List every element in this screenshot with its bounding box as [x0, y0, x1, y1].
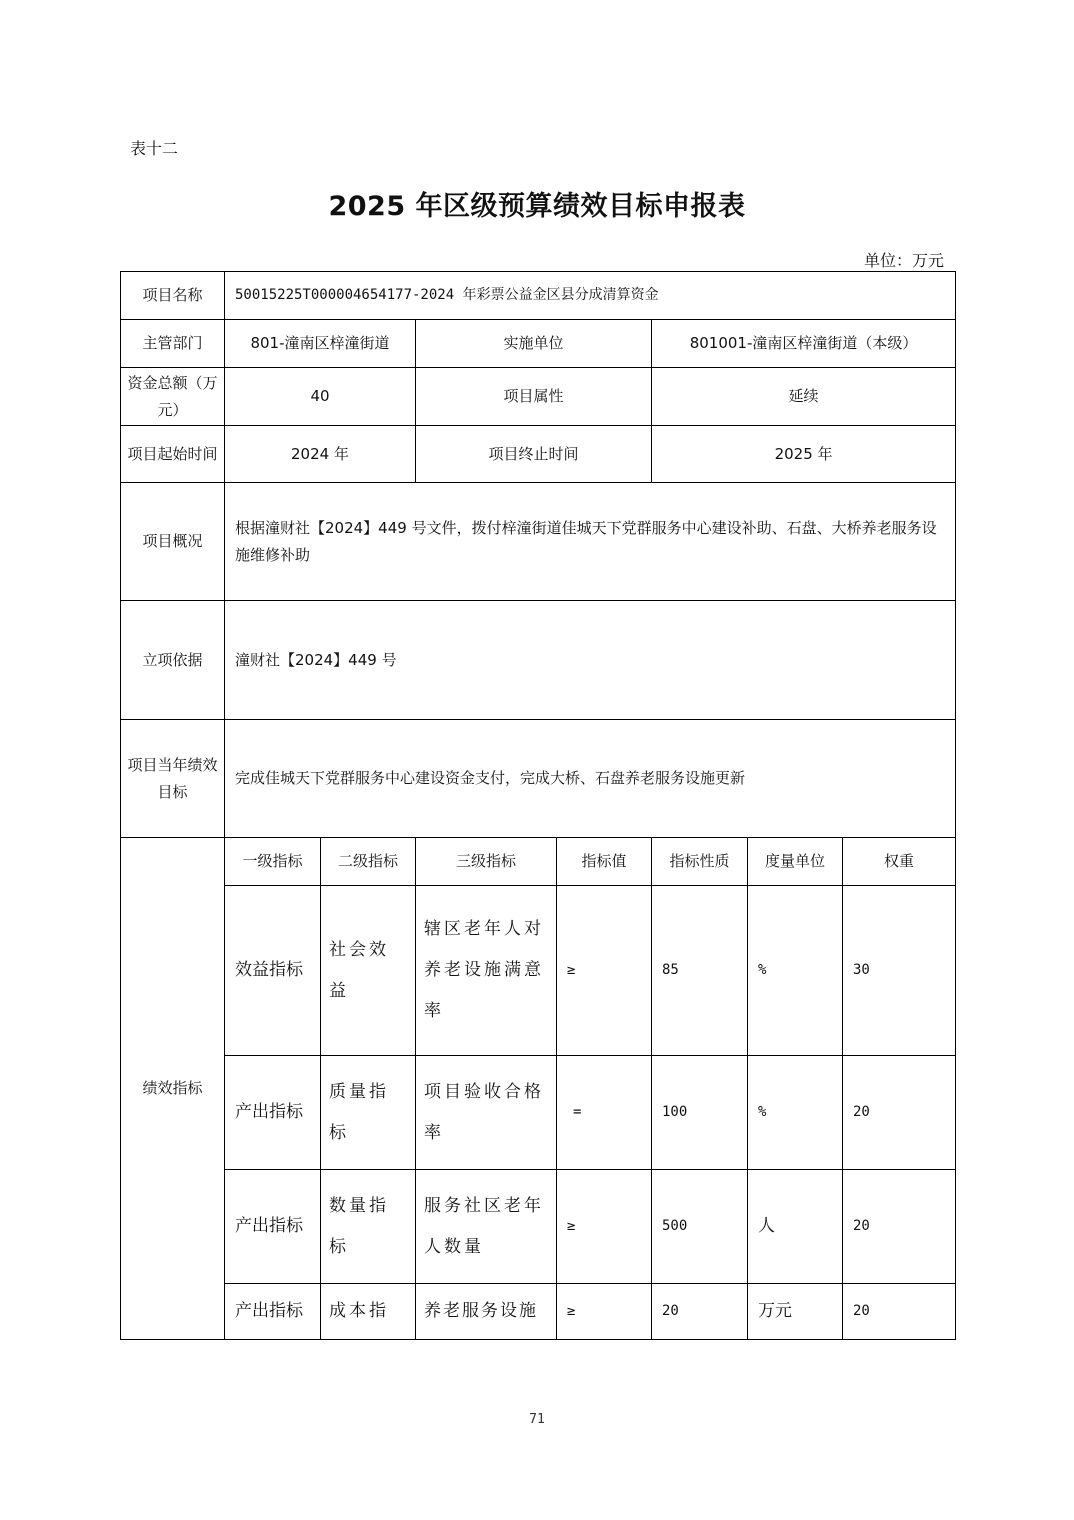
indicator-operator: ≥	[557, 886, 652, 1056]
indicator-unit: 万元	[748, 1284, 843, 1340]
basis-label: 立项依据	[121, 601, 225, 720]
row-basis	[121, 601, 956, 720]
overview-value: 根据潼财社【2024】449 号文件，拨付梓潼街道佳城天下党群服务中心建设补助、石盘、大桥养老服务设施维修补助	[225, 483, 956, 601]
indicator-l2: 质量指标	[321, 1056, 416, 1170]
funds-value: 40	[225, 368, 416, 426]
indicator-weight: 20	[843, 1170, 956, 1284]
end-label: 项目终止时间	[416, 426, 652, 483]
row-goal	[121, 720, 956, 838]
header-cell: 三级指标	[416, 838, 557, 886]
start-label: 项目起始时间	[121, 426, 225, 483]
indicator-weight: 20	[843, 1284, 956, 1340]
indicator-value: 85	[652, 886, 748, 1056]
goal-label: 项目当年绩效目标	[121, 720, 225, 838]
start-value: 2024 年	[225, 426, 416, 483]
indicator-operator: ≥	[557, 1284, 652, 1340]
indicator-unit: %	[748, 886, 843, 1056]
indicator-value: 500	[652, 1170, 748, 1284]
dept-label: 主管部门	[121, 320, 225, 368]
indicator-l3: 养老服务设施	[416, 1284, 557, 1340]
indicators-section-label: 绩效指标	[121, 838, 225, 1340]
header-cell: 一级指标	[225, 838, 321, 886]
header-cell: 权重	[843, 838, 956, 886]
indicator-weight: 30	[843, 886, 956, 1056]
attr-value: 延续	[652, 368, 956, 426]
indicator-unit: %	[748, 1056, 843, 1170]
indicator-l3: 服务社区老年人数量	[416, 1170, 557, 1284]
header-cell: 度量单位	[748, 838, 843, 886]
unit-label: 单位：万元	[863, 251, 944, 270]
end-value: 2025 年	[652, 426, 956, 483]
document-title: 2025 年区级预算绩效目标申报表	[328, 191, 746, 222]
indicator-value: 100	[652, 1056, 748, 1170]
indicator-l1: 效益指标	[225, 886, 321, 1056]
indicator-row	[121, 1170, 956, 1284]
project-name-value: 50015225T000004654177-2024 年彩票公益金区县分成清算资金	[225, 272, 956, 320]
indicator-header-row	[121, 838, 956, 886]
indicator-l1: 产出指标	[225, 1284, 321, 1340]
indicator-unit: 人	[748, 1170, 843, 1284]
indicator-operator: ≥	[557, 1170, 652, 1284]
header-cell: 指标值	[557, 838, 652, 886]
goal-value: 完成佳城天下党群服务中心建设资金支付，完成大桥、石盘养老服务设施更新	[225, 720, 956, 838]
performance-target-table	[120, 271, 956, 1340]
indicator-l2: 成本指	[321, 1284, 416, 1340]
project-name-label: 项目名称	[121, 272, 225, 320]
dept-value: 801-潼南区梓潼街道	[225, 320, 416, 368]
row-period	[121, 426, 956, 483]
header-cell: 指标性质	[652, 838, 748, 886]
indicator-l2: 数量指标	[321, 1170, 416, 1284]
row-overview	[121, 483, 956, 601]
indicator-row	[121, 1284, 956, 1340]
basis-value: 潼财社【2024】449 号	[225, 601, 956, 720]
indicator-operator: =	[557, 1056, 652, 1170]
indicator-weight: 20	[843, 1056, 956, 1170]
table-number: 表十二	[130, 139, 179, 158]
indicator-l2: 社会效益	[321, 886, 416, 1056]
indicator-row	[121, 1056, 956, 1170]
indicator-l3: 项目验收合格率	[416, 1056, 557, 1170]
impl-label: 实施单位	[416, 320, 652, 368]
row-funds	[121, 368, 956, 426]
funds-label: 资金总额（万元）	[121, 368, 225, 426]
header-cell: 二级指标	[321, 838, 416, 886]
indicator-value: 20	[652, 1284, 748, 1340]
overview-label: 项目概况	[121, 483, 225, 601]
attr-label: 项目属性	[416, 368, 652, 426]
row-project-name	[121, 272, 956, 320]
impl-value: 801001-潼南区梓潼街道（本级）	[652, 320, 956, 368]
indicator-l3: 辖区老年人对养老设施满意率	[416, 886, 557, 1056]
page-number: 71	[529, 1412, 545, 1427]
indicator-l1: 产出指标	[225, 1170, 321, 1284]
indicator-row	[121, 886, 956, 1056]
row-department	[121, 320, 956, 368]
indicator-l1: 产出指标	[225, 1056, 321, 1170]
